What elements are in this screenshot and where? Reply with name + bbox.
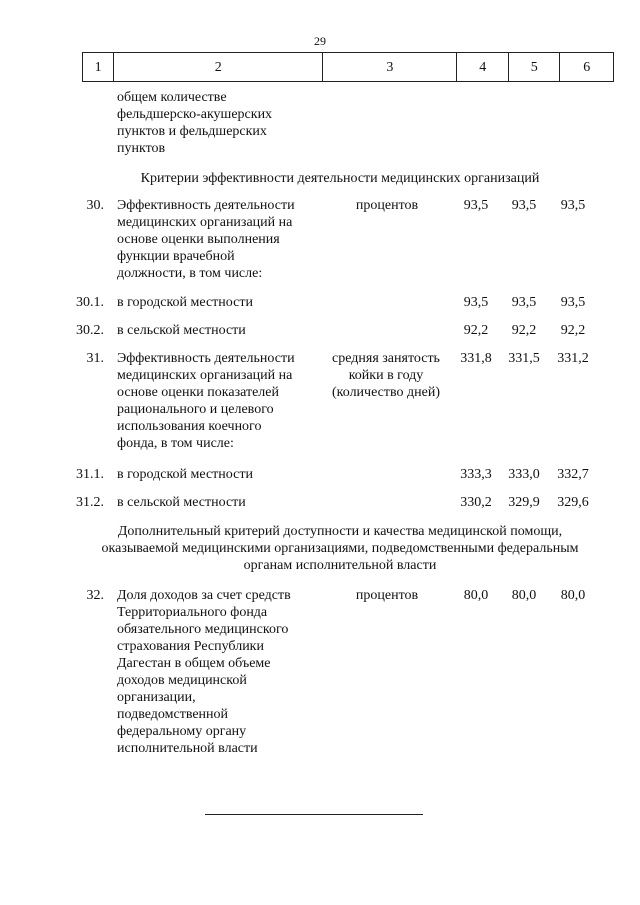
row-number: 30.2. (76, 323, 104, 338)
row-value-col5: 93,5 (511, 198, 537, 213)
row-value-col6: 331,2 (557, 351, 589, 366)
row-value-col6: 93,5 (560, 198, 586, 213)
row-number: 31.1. (76, 467, 104, 482)
row-name: Эффективность деятельности медицинских организаций на основе оценки выполнения функции врачебной должности, в том числе: (117, 198, 295, 281)
section-title-efficiency: Критерии эффективности деятельности медицинских организаций (140, 171, 540, 186)
header-col-6: 6 (560, 53, 614, 82)
row-name: в городской местности (117, 467, 253, 482)
column-header-row (82, 52, 614, 82)
continuation-text: общем количестве фельдшерско-акушерских пунктов и фельдшерских пунктов (117, 90, 273, 156)
row-name: в сельской местности (117, 323, 246, 338)
page-number: 29 (314, 34, 326, 48)
row-value-col6: 329,6 (557, 495, 589, 510)
row-name: Доля доходов за счет средств Территориального фонда обязательного медицинского страхования Республики Дагестан в общем объеме доходов медицинской организации, подведомственной федеральному органу исполнительной власти (117, 588, 291, 756)
header-col-1: 1 (83, 53, 114, 82)
closing-rule (205, 814, 423, 815)
row-value-col4: 80,0 (463, 588, 489, 603)
row-value-col4: 331,8 (460, 351, 492, 366)
row-value-col5: 333,0 (508, 467, 540, 482)
row-value-col6: 92,2 (560, 323, 586, 338)
row-name: в сельской местности (117, 495, 246, 510)
row-number: 30. (86, 198, 104, 213)
row-value-col6: 332,7 (557, 467, 589, 482)
row-unit: процентов (355, 198, 419, 213)
row-name: Эффективность деятельности медицинских организаций на основе оценки показателей рационального и целевого использования коечного фонда, в том числе: (117, 351, 295, 451)
row-number: 31. (86, 351, 104, 366)
header-col-5: 5 (508, 53, 559, 82)
header-col-4: 4 (457, 53, 508, 82)
row-value-col5: 329,9 (508, 495, 540, 510)
row-value-col4: 92,2 (463, 323, 489, 338)
row-unit: процентов (355, 588, 419, 603)
row-value-col5: 80,0 (511, 588, 537, 603)
section-title-additional-criterion: Дополнительный критерий доступности и качества медицинской помощи, оказываемой медицинскими организациями, подведомственными федеральным органам исполнительной власти (101, 524, 579, 573)
row-value-col4: 93,5 (463, 295, 489, 310)
row-number: 31.2. (76, 495, 104, 510)
row-value-col4: 333,3 (460, 467, 492, 482)
row-value-col4: 330,2 (460, 495, 492, 510)
row-number: 30.1. (76, 295, 104, 310)
header-col-3: 3 (323, 53, 457, 82)
row-value-col5: 331,5 (508, 351, 540, 366)
row-value-col6: 80,0 (560, 588, 586, 603)
row-value-col5: 92,2 (511, 323, 537, 338)
row-name: в городской местности (117, 295, 253, 310)
row-unit: средняя занятость койки в году (количество дней) (332, 351, 440, 400)
row-value-col6: 93,5 (560, 295, 586, 310)
header-col-2: 2 (114, 53, 323, 82)
row-number: 32. (86, 588, 104, 603)
row-value-col5: 93,5 (511, 295, 537, 310)
row-value-col4: 93,5 (463, 198, 489, 213)
